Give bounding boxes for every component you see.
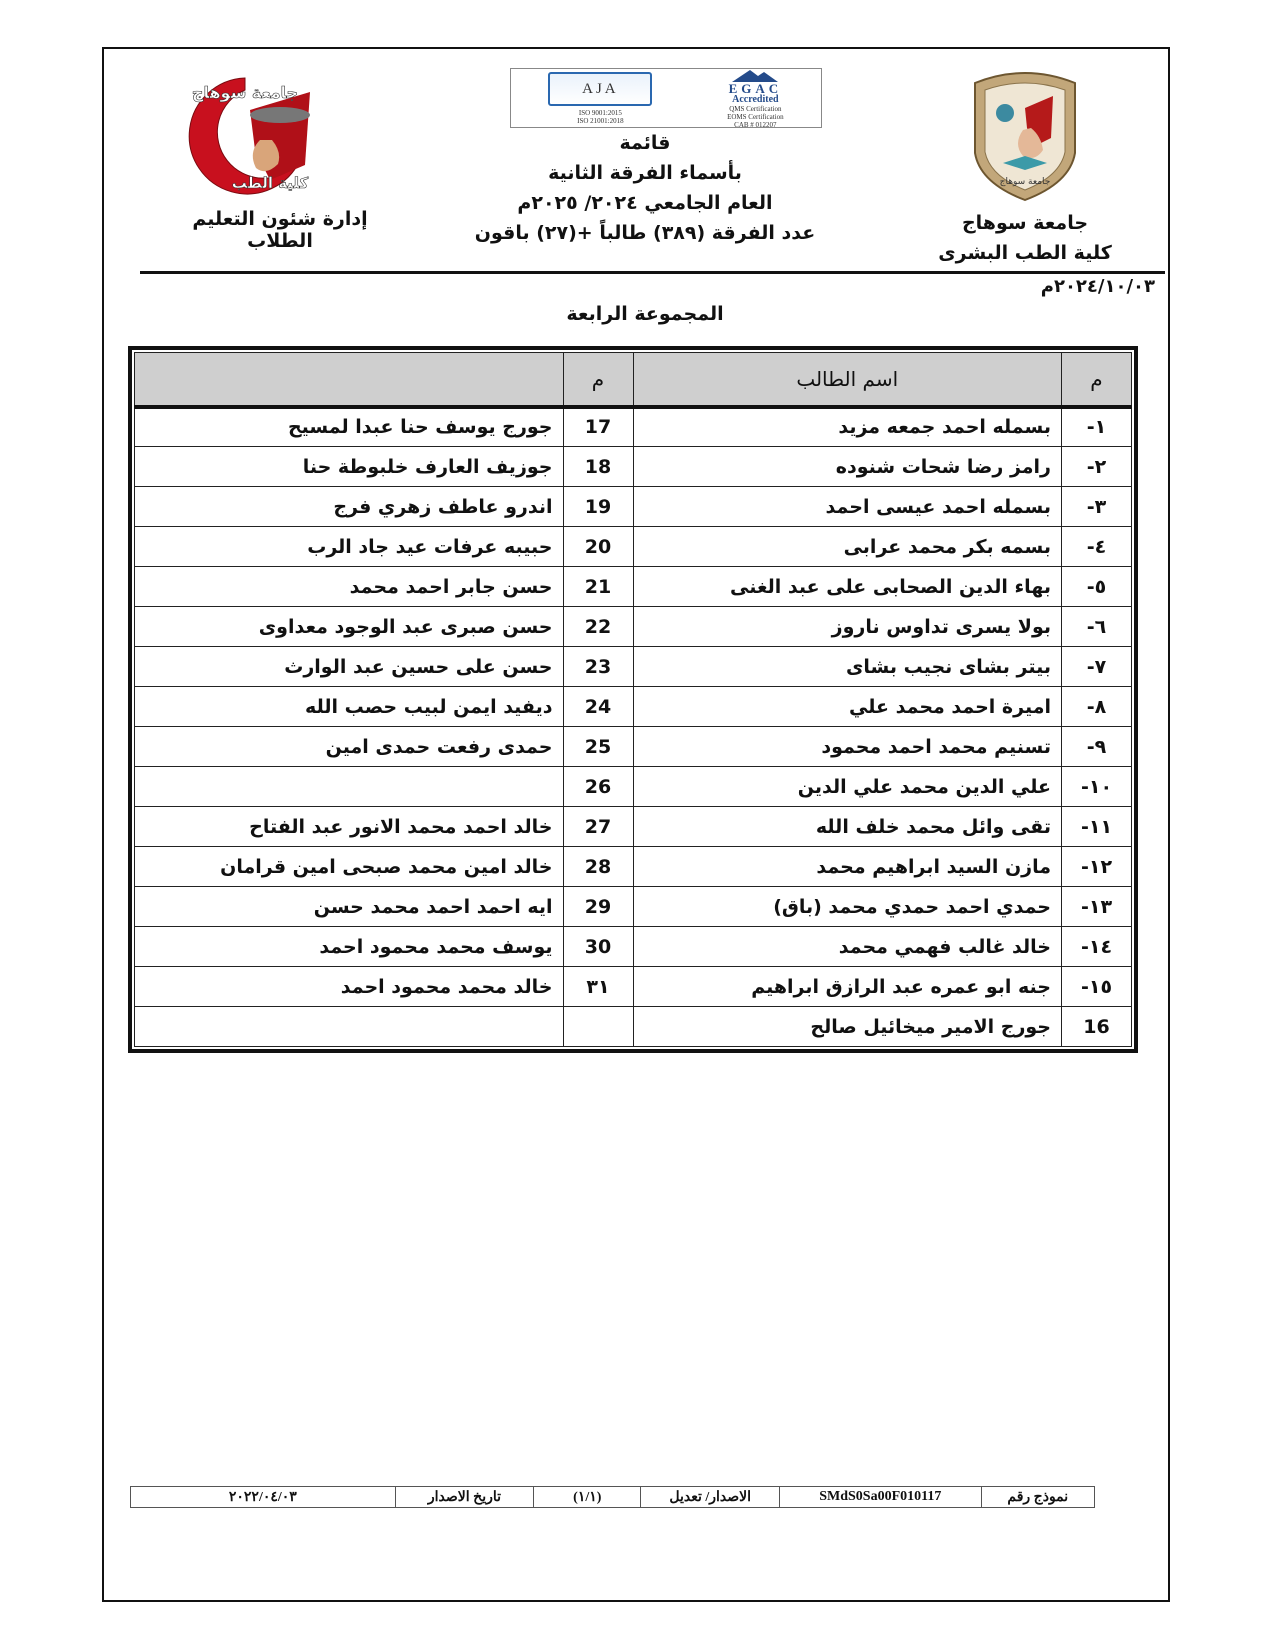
left-number-cell	[563, 1007, 633, 1047]
left-student-name-cell: جوزيف العارف خلبوطة حنا	[135, 447, 564, 487]
header-divider	[140, 271, 1165, 274]
left-number-cell: 26	[563, 767, 633, 807]
left-student-name-cell: حسن على حسين عبد الوارث	[135, 647, 564, 687]
faculty-medicine-logo	[150, 70, 340, 195]
university-name: جامعة سوهاج	[961, 212, 1089, 234]
document-title	[460, 128, 830, 248]
right-student-name-cell: اميرة احمد محمد علي	[633, 687, 1062, 727]
roster-body	[135, 407, 1132, 1047]
right-student-name-cell: بسمله احمد عيسى احمد	[633, 487, 1062, 527]
form-number-label: نموذج رقم	[981, 1487, 1094, 1508]
right-number-cell: ١١-	[1062, 807, 1132, 847]
egac-status: Accredited	[732, 93, 779, 105]
left-number-cell: 28	[563, 847, 633, 887]
right-student-name-cell: جورج الامير ميخائيل صالح	[633, 1007, 1062, 1047]
left-number-cell: 25	[563, 727, 633, 767]
right-student-name-cell: تسنيم محمد احمد محمود	[633, 727, 1062, 767]
left-student-name-cell: حبيبه عرفات عيد جاد الرب	[135, 527, 564, 567]
table-row	[135, 527, 1132, 567]
table-row	[135, 767, 1132, 807]
header-num-2: م	[563, 353, 633, 407]
sohag-university-logo	[965, 68, 1085, 203]
right-number-cell: ١-	[1062, 407, 1132, 447]
aja-certification	[548, 72, 652, 125]
table-row	[135, 447, 1132, 487]
right-student-name-cell: بولا يسرى تداوس ناروز	[633, 607, 1062, 647]
left-student-name-cell: حسن جابر احمد محمد	[135, 567, 564, 607]
right-student-name-cell: رامز رضا شحات شنوده	[633, 447, 1062, 487]
form-footer	[130, 1486, 1095, 1508]
left-student-name-cell: ايه احمد احمد محمد حسن	[135, 887, 564, 927]
department-label: إدارة شئون التعليم الطلاب	[192, 208, 368, 252]
table-row	[135, 927, 1132, 967]
footer-row	[131, 1487, 1095, 1508]
university-block	[935, 208, 1115, 268]
right-number-cell: ٩-	[1062, 727, 1132, 767]
left-number-cell: 22	[563, 607, 633, 647]
right-number-cell: ٤-	[1062, 527, 1132, 567]
left-number-cell: 29	[563, 887, 633, 927]
table-row	[135, 807, 1132, 847]
table-row	[135, 1007, 1132, 1047]
header-student-name-2	[135, 353, 564, 407]
egac-certification	[727, 68, 784, 129]
right-student-name-cell: علي الدين محمد علي الدين	[633, 767, 1062, 807]
right-student-name-cell: بيتر بشاى نجيب بشاى	[633, 647, 1062, 687]
title-line: العام الجامعي ٢٠٢٤/ ٢٠٢٥م	[517, 192, 773, 214]
group-title: المجموعة الرابعة	[566, 303, 724, 325]
footer-issue-date: ٢٠٢٢/٠٤/٠٣	[131, 1487, 396, 1508]
left-number-cell: 21	[563, 567, 633, 607]
right-number-cell: ٧-	[1062, 647, 1132, 687]
left-student-name-cell: اندرو عاطف زهري فرج	[135, 487, 564, 527]
title-line: عدد الفرقة (٣٨٩) طالباً +(٢٧) باقون	[474, 222, 816, 244]
left-number-cell: 17	[563, 407, 633, 447]
left-student-name-cell: خالد احمد محمد الانور عبد الفتاح	[135, 807, 564, 847]
right-student-name-cell: حمدي احمد حمدي محمد (باق)	[633, 887, 1062, 927]
svg-text:جامعة سوهاج: جامعة سوهاج	[191, 83, 299, 102]
right-student-name-cell: جنه ابو عمره عبد الرازق ابراهيم	[633, 967, 1062, 1007]
aja-line: ISO 21001:2018	[577, 116, 624, 125]
right-number-cell: 16	[1062, 1007, 1132, 1047]
table-row	[135, 607, 1132, 647]
version-label: الاصدار/ تعديل	[641, 1487, 780, 1508]
table-row	[135, 727, 1132, 767]
table-row	[135, 407, 1132, 447]
right-student-name-cell: مازن السيد ابراهيم محمد	[633, 847, 1062, 887]
table-row	[135, 887, 1132, 927]
svg-text:جامعة سوهاج: جامعة سوهاج	[999, 177, 1051, 187]
table-row	[135, 487, 1132, 527]
left-student-name-cell: يوسف محمد محمود احمد	[135, 927, 564, 967]
right-student-name-cell: بهاء الدين الصحابى على عبد الغنى	[633, 567, 1062, 607]
title-line: قائمة	[619, 132, 671, 154]
certification-box	[510, 68, 822, 128]
aja-name: AJA	[582, 80, 619, 97]
left-student-name-cell	[135, 767, 564, 807]
title-line: بأسماء الفرقة الثانية	[548, 162, 742, 184]
table-row	[135, 967, 1132, 1007]
footer-issue-date-label: تاريخ الاصدار	[395, 1487, 534, 1508]
left-number-cell: 20	[563, 527, 633, 567]
egac-name: EGAC	[728, 80, 783, 96]
right-number-cell: ٥-	[1062, 567, 1132, 607]
issue-date: ٢٠٢٤/١٠/٠٣م	[1040, 276, 1155, 297]
right-number-cell: ٦-	[1062, 607, 1132, 647]
left-student-name-cell: حمدى رفعت حمدى امين	[135, 727, 564, 767]
right-number-cell: ٣-	[1062, 487, 1132, 527]
egac-mountain-icon	[730, 68, 780, 82]
table-row	[135, 567, 1132, 607]
left-number-cell: 18	[563, 447, 633, 487]
left-number-cell: ٣١	[563, 967, 633, 1007]
egac-line: CAB # 012207	[734, 120, 777, 129]
right-number-cell: ٢-	[1062, 447, 1132, 487]
table-row	[135, 687, 1132, 727]
right-number-cell: ١٤-	[1062, 927, 1132, 967]
left-student-name-cell: ديفيد ايمن لبيب حصب الله	[135, 687, 564, 727]
header-student-name: اسم الطالب	[633, 353, 1062, 407]
right-number-cell: ١٢-	[1062, 847, 1132, 887]
right-number-cell: ١٠-	[1062, 767, 1132, 807]
egac-line: QMS Certification	[729, 104, 782, 113]
version-value: (١/١)	[534, 1487, 641, 1508]
right-student-name-cell: بسمله احمد جمعه مزيد	[633, 407, 1062, 447]
right-number-cell: ٨-	[1062, 687, 1132, 727]
left-number-cell: 19	[563, 487, 633, 527]
right-student-name-cell: بسمه بكر محمد عرابى	[633, 527, 1062, 567]
table-header-row	[135, 353, 1132, 407]
left-number-cell: 30	[563, 927, 633, 967]
right-number-cell: ١٥-	[1062, 967, 1132, 1007]
right-student-name-cell: خالد غالب فهمي محمد	[633, 927, 1062, 967]
svg-text:كلية الطب: كلية الطب	[231, 174, 309, 192]
student-roster-table	[128, 346, 1138, 1053]
faculty-name: كلية الطب البشرى	[938, 242, 1112, 264]
aja-line: ISO 9001:2015	[578, 108, 622, 117]
left-student-name-cell: خالد امين محمد صبحى امين قرامان	[135, 847, 564, 887]
table-row	[135, 647, 1132, 687]
left-number-cell: 24	[563, 687, 633, 727]
left-number-cell: 23	[563, 647, 633, 687]
left-student-name-cell: خالد محمد محمود احمد	[135, 967, 564, 1007]
left-student-name-cell: حسن صبرى عبد الوجود معداوى	[135, 607, 564, 647]
table-row	[135, 847, 1132, 887]
aja-globe-logo	[548, 72, 652, 106]
left-number-cell: 27	[563, 807, 633, 847]
egac-line: EOMS Certification	[727, 112, 784, 121]
left-student-name-cell	[135, 1007, 564, 1047]
right-student-name-cell: تقى وائل محمد خلف الله	[633, 807, 1062, 847]
form-number: SMdS0Sa00F010117	[779, 1487, 981, 1508]
header-num: م	[1062, 353, 1132, 407]
right-number-cell: ١٣-	[1062, 887, 1132, 927]
left-student-name-cell: جورج يوسف حنا عبدا لمسيح	[135, 407, 564, 447]
